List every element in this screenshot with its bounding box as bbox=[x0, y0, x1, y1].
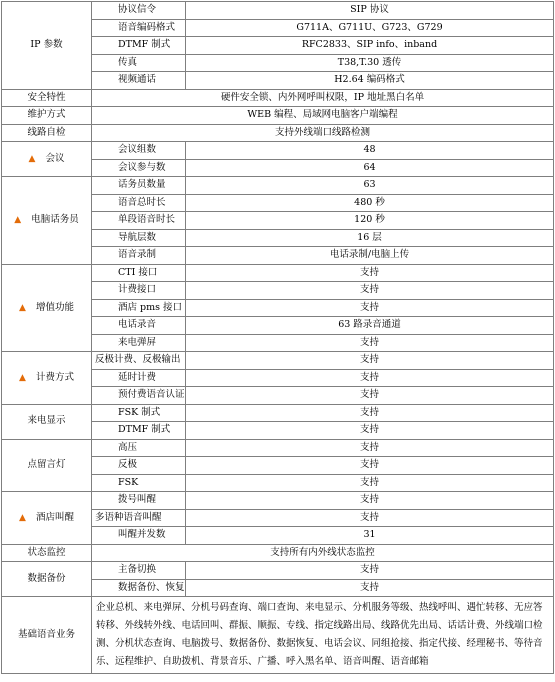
param-cell: 电话录音 bbox=[92, 317, 186, 335]
value-cell: G711A、G711U、G723、G729 bbox=[186, 19, 554, 37]
value-cell: 120 秒 bbox=[186, 212, 554, 230]
value-cell: 支持 bbox=[186, 334, 554, 352]
value-cell: 支持 bbox=[186, 439, 554, 457]
param-cell: 反极 bbox=[92, 457, 186, 475]
table-row bbox=[2, 2, 554, 20]
table-row bbox=[2, 562, 554, 580]
category-label: 电脑话务员 bbox=[31, 214, 79, 225]
value-cell: 支持 bbox=[186, 387, 554, 405]
category-cell bbox=[2, 352, 92, 405]
table-row bbox=[2, 544, 554, 562]
param-cell: DTMF 制式 bbox=[92, 37, 186, 55]
value-cell: 支持 bbox=[186, 352, 554, 370]
category-cell bbox=[2, 492, 92, 545]
table-row bbox=[2, 89, 554, 107]
triangle-icon: ▲ bbox=[19, 302, 26, 313]
category-cell: IP 参数 bbox=[2, 2, 92, 90]
param-cell: DTMF 制式 bbox=[92, 422, 186, 440]
triangle-icon: ▲ bbox=[28, 153, 36, 164]
value-cell: 16 层 bbox=[186, 229, 554, 247]
value-cell: 支持 bbox=[186, 474, 554, 492]
value-cell: 支持 bbox=[186, 369, 554, 387]
category-label: 会议 bbox=[45, 152, 65, 164]
value-cell: 电话录制/电脑上传 bbox=[186, 247, 554, 265]
value-cell: 支持 bbox=[186, 509, 554, 527]
value-cell: H2.64 编码格式 bbox=[186, 72, 554, 90]
param-cell: 单段语音时长 bbox=[92, 212, 186, 230]
value-cell: 支持 bbox=[186, 299, 554, 317]
param-cell: 拨号叫醒 bbox=[92, 492, 186, 510]
param-cell: 主备切换 bbox=[92, 562, 186, 580]
value-cell: 支持外线端口线路检测 bbox=[92, 124, 554, 142]
table-row bbox=[2, 124, 554, 142]
param-cell: 会议参与数 bbox=[92, 159, 186, 177]
param-cell: 语音总时长 bbox=[92, 194, 186, 212]
param-cell: 多语种语音叫醒 bbox=[92, 509, 186, 527]
value-cell: T38,T.30 透传 bbox=[186, 54, 554, 72]
param-cell: 传真 bbox=[92, 54, 186, 72]
param-cell: 协议信令 bbox=[92, 2, 186, 20]
value-cell: 企业总机、来电弹屏、分机号码查询、端口查询、来电显示、分机服务等级、热线呼叫、遇忙转移、无应答转移、外线转外线、电话回叫、群振、顺振、专线、指定线路出局、线路优先出局、话话计费、外线端口检测、分机状态查询、电脑拨号、数据备份、数据恢复、电话会议、同组抢接、指定代接、经理秘书、等待音乐、远程维护、自助拨机、背景音乐、广播、呼入黑名单、语音叫醒、语音邮箱 bbox=[92, 597, 554, 674]
value-cell: 支持 bbox=[186, 404, 554, 422]
table-row bbox=[2, 404, 554, 422]
category-cell: 维护方式 bbox=[2, 107, 92, 125]
param-cell: CTI 接口 bbox=[92, 264, 186, 282]
param-cell: 语音录制 bbox=[92, 247, 186, 265]
table-row bbox=[2, 264, 554, 282]
category-cell bbox=[2, 177, 92, 265]
param-cell: 会议组数 bbox=[92, 142, 186, 160]
category-cell bbox=[2, 264, 92, 352]
value-cell: 支持 bbox=[186, 562, 554, 580]
table-row bbox=[2, 492, 554, 510]
category-cell: 基础语音业务 bbox=[2, 597, 92, 674]
category-cell: 线路自检 bbox=[2, 124, 92, 142]
value-cell: 63 bbox=[186, 177, 554, 195]
category-cell: 来电显示 bbox=[2, 404, 92, 439]
value-cell: 支持 bbox=[186, 457, 554, 475]
table-row bbox=[2, 597, 554, 674]
category-cell: 数据备份 bbox=[2, 562, 92, 597]
param-cell: FSK 制式 bbox=[92, 404, 186, 422]
param-cell: 话务员数量 bbox=[92, 177, 186, 195]
table-row bbox=[2, 177, 554, 195]
value-cell: 支持 bbox=[186, 492, 554, 510]
value-cell: WEB 编程、局域网电脑客户端编程 bbox=[92, 107, 554, 125]
category-cell: 状态监控 bbox=[2, 544, 92, 562]
param-cell: 导航层数 bbox=[92, 229, 186, 247]
category-label: 酒店叫醒 bbox=[35, 511, 74, 523]
spec-table bbox=[1, 1, 554, 674]
param-cell: 反极计费、反极输出 bbox=[92, 352, 186, 370]
param-cell: 语音编码格式 bbox=[92, 19, 186, 37]
value-cell: 64 bbox=[186, 159, 554, 177]
triangle-icon: ▲ bbox=[19, 372, 26, 383]
param-cell: 视频通话 bbox=[92, 72, 186, 90]
param-cell: 计费接口 bbox=[92, 282, 186, 300]
value-cell: 支持所有内外线状态监控 bbox=[92, 544, 554, 562]
table-row bbox=[2, 352, 554, 370]
category-cell: 安全特性 bbox=[2, 89, 92, 107]
value-cell: 480 秒 bbox=[186, 194, 554, 212]
value-cell: 支持 bbox=[186, 282, 554, 300]
value-cell: 支持 bbox=[186, 579, 554, 597]
param-cell: 来电弹屏 bbox=[92, 334, 186, 352]
triangle-icon: ▲ bbox=[14, 215, 22, 225]
category-cell: 点留言灯 bbox=[2, 439, 92, 492]
category-cell bbox=[2, 142, 92, 177]
param-cell: 高压 bbox=[92, 439, 186, 457]
category-label: 计费方式 bbox=[35, 371, 74, 383]
value-cell: 支持 bbox=[186, 264, 554, 282]
value-cell: 48 bbox=[186, 142, 554, 160]
table-row bbox=[2, 107, 554, 125]
value-cell: SIP 协议 bbox=[186, 2, 554, 20]
value-cell: 31 bbox=[186, 527, 554, 545]
param-cell: 酒店 pms 接口 bbox=[92, 299, 186, 317]
table-row bbox=[2, 142, 554, 160]
triangle-icon: ▲ bbox=[19, 512, 26, 523]
value-cell: 63 路录音通道 bbox=[186, 317, 554, 335]
value-cell: 支持 bbox=[186, 422, 554, 440]
param-cell: 叫醒并发数 bbox=[92, 527, 186, 545]
param-cell: 延时计费 bbox=[92, 369, 186, 387]
param-cell: 数据备份、恢复 bbox=[92, 579, 186, 597]
value-cell: 硬件安全锁、内外网呼叫权限，IP 地址黑白名单 bbox=[92, 89, 554, 107]
table-row bbox=[2, 439, 554, 457]
param-cell: FSK bbox=[92, 474, 186, 492]
param-cell: 预付费语音认证 bbox=[92, 387, 186, 405]
category-label: 增值功能 bbox=[35, 301, 74, 313]
value-cell: RFC2833、SIP info、inband bbox=[186, 37, 554, 55]
